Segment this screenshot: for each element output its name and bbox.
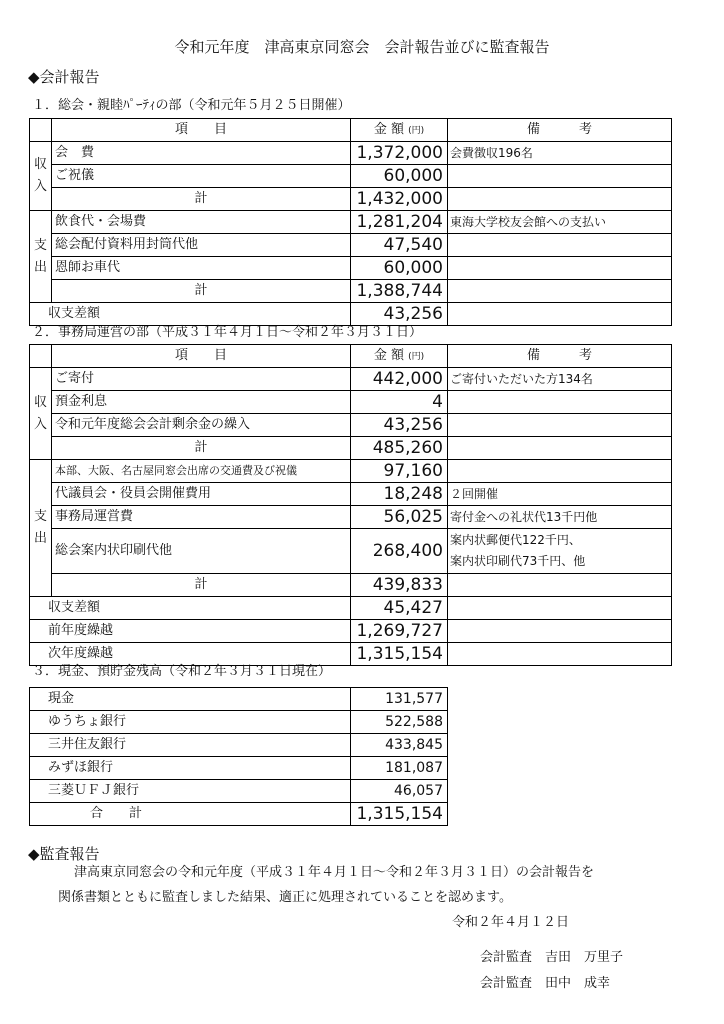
table-row <box>30 460 672 483</box>
row-amount: 60,000 <box>351 257 448 280</box>
row-note: 案内状郵便代122千円、 案内状印刷代73千円、他 <box>448 529 672 574</box>
table-row <box>30 142 672 165</box>
balance-row <box>30 597 672 620</box>
accounting-heading: ◆会計報告 <box>28 68 100 86</box>
table-header-row <box>30 345 672 368</box>
expense-label: 支 出 <box>30 211 52 303</box>
header-item: 項 目 <box>52 119 351 142</box>
balance-label: 収支差額 <box>30 303 351 326</box>
header-note: 備 考 <box>448 345 672 368</box>
table-row <box>30 529 672 574</box>
audit-text-line1: 津高東京同窓会の令和元年度（平成３１年４月１日～令和２年３月３１日）の会計報告を <box>74 865 595 880</box>
balance-label: 収支差額 <box>30 597 351 620</box>
audit-heading: ◆監査報告 <box>28 845 100 863</box>
row-item: 現金 <box>30 688 351 711</box>
carryover-prev-label: 前年度繰越 <box>30 620 351 643</box>
audit-text-line2: 関係書類とともに監査しました結果、適正に処理されていることを認めます。 <box>58 890 512 905</box>
row-item: 三菱ＵＦＪ銀行 <box>30 780 351 803</box>
row-item: 総会案内状印刷代他 <box>52 529 351 574</box>
balance-amount: 45,427 <box>351 597 448 620</box>
section2-table <box>29 344 672 666</box>
row-amount: 522,588 <box>351 711 448 734</box>
row-amount: 1,372,000 <box>351 142 448 165</box>
row-item: 令和元年度総会会計剰余金の繰入 <box>52 414 351 437</box>
audit-date: 令和２年４月１２日 <box>452 915 570 930</box>
row-item: 総会配付資料用封筒代他 <box>52 234 351 257</box>
row-amount: 4 <box>351 391 448 414</box>
page-title: 令和元年度 津高東京同窓会 会計報告並びに監査報告 <box>174 38 550 56</box>
subtotal-label: 計 <box>52 574 351 597</box>
row-item: ご寄付 <box>52 368 351 391</box>
row-amount: 268,400 <box>351 529 448 574</box>
row-item: 本部、大阪、名古屋同窓会出席の交通費及び祝儀 <box>52 460 351 483</box>
row-note <box>448 460 672 483</box>
subtotal-row <box>30 574 672 597</box>
table-row <box>30 506 672 529</box>
carryover-prev-row <box>30 620 672 643</box>
subtotal-label: 計 <box>52 280 351 303</box>
row-amount: 43,256 <box>351 414 448 437</box>
row-note <box>448 234 672 257</box>
subtotal-amount: 485,260 <box>351 437 448 460</box>
row-amount: 56,025 <box>351 506 448 529</box>
section3-title: ３．現金、預貯金残高（令和２年３月３１日現在） <box>32 664 332 679</box>
section2-title: ２．事務局運営の部（平成３１年４月１日～令和２年３月３１日） <box>32 325 423 340</box>
row-amount: 433,845 <box>351 734 448 757</box>
table-row <box>30 165 672 188</box>
table-row <box>30 368 672 391</box>
row-item: 恩師お車代 <box>52 257 351 280</box>
auditor-1: 会計監査 吉田 万里子 <box>480 950 624 965</box>
header-amount: 金 額 (円) <box>351 119 448 142</box>
header-note: 備 考 <box>448 119 672 142</box>
table-row <box>30 688 448 711</box>
row-note: 会費徴収196名 <box>448 142 672 165</box>
subtotal-row <box>30 280 672 303</box>
income-label: 収 入 <box>30 142 52 211</box>
section3-table <box>29 687 448 826</box>
row-item: 会 費 <box>52 142 351 165</box>
subtotal-amount: 439,833 <box>351 574 448 597</box>
row-note <box>448 257 672 280</box>
section1-table <box>29 118 672 326</box>
table-header-row <box>30 119 672 142</box>
subtotal-label: 計 <box>52 437 351 460</box>
table-row <box>30 483 672 506</box>
row-item: 飲食代・会場費 <box>52 211 351 234</box>
carryover-prev-amount: 1,269,727 <box>351 620 448 643</box>
row-note <box>448 391 672 414</box>
balance-amount: 43,256 <box>351 303 448 326</box>
subtotal-row <box>30 188 672 211</box>
carryover-next-label: 次年度繰越 <box>30 643 351 666</box>
row-amount: 131,577 <box>351 688 448 711</box>
subtotal-row <box>30 437 672 460</box>
auditor-2: 会計監査 田中 成幸 <box>480 976 611 991</box>
row-amount: 18,248 <box>351 483 448 506</box>
table-row <box>30 757 448 780</box>
row-amount: 1,281,204 <box>351 211 448 234</box>
expense-label: 支 出 <box>30 460 52 597</box>
row-item: 三井住友銀行 <box>30 734 351 757</box>
row-amount: 97,160 <box>351 460 448 483</box>
table-row <box>30 414 672 437</box>
total-amount: 1,315,154 <box>351 803 448 826</box>
row-amount: 47,540 <box>351 234 448 257</box>
total-row <box>30 803 448 826</box>
table-row <box>30 391 672 414</box>
row-item: ご祝儀 <box>52 165 351 188</box>
row-item: 事務局運営費 <box>52 506 351 529</box>
subtotal-amount: 1,432,000 <box>351 188 448 211</box>
row-note: ２回開催 <box>448 483 672 506</box>
section1-title: １．総会・親睦ﾊﾟｰﾃｨの部（令和元年５月２５日開催） <box>32 98 351 113</box>
row-note: 東海大学校友会館への支払い <box>448 211 672 234</box>
table-row <box>30 234 672 257</box>
subtotal-amount: 1,388,744 <box>351 280 448 303</box>
row-amount: 442,000 <box>351 368 448 391</box>
table-row <box>30 257 672 280</box>
row-amount: 46,057 <box>351 780 448 803</box>
row-item: 預金利息 <box>52 391 351 414</box>
carryover-next-amount: 1,315,154 <box>351 643 448 666</box>
table-row <box>30 734 448 757</box>
row-item: 代議員会・役員会開催費用 <box>52 483 351 506</box>
row-note: ご寄付いただいた方134名 <box>448 368 672 391</box>
row-amount: 60,000 <box>351 165 448 188</box>
table-row <box>30 780 448 803</box>
row-note <box>448 165 672 188</box>
table-row <box>30 711 448 734</box>
total-label: 合 計 <box>30 803 351 826</box>
subtotal-label: 計 <box>52 188 351 211</box>
row-item: みずほ銀行 <box>30 757 351 780</box>
row-amount: 181,087 <box>351 757 448 780</box>
table-row <box>30 211 672 234</box>
row-item: ゆうちょ銀行 <box>30 711 351 734</box>
row-note <box>448 414 672 437</box>
header-amount: 金 額 (円) <box>351 345 448 368</box>
header-item: 項 目 <box>52 345 351 368</box>
row-note: 寄付金への礼状代13千円他 <box>448 506 672 529</box>
income-label: 収 入 <box>30 368 52 460</box>
